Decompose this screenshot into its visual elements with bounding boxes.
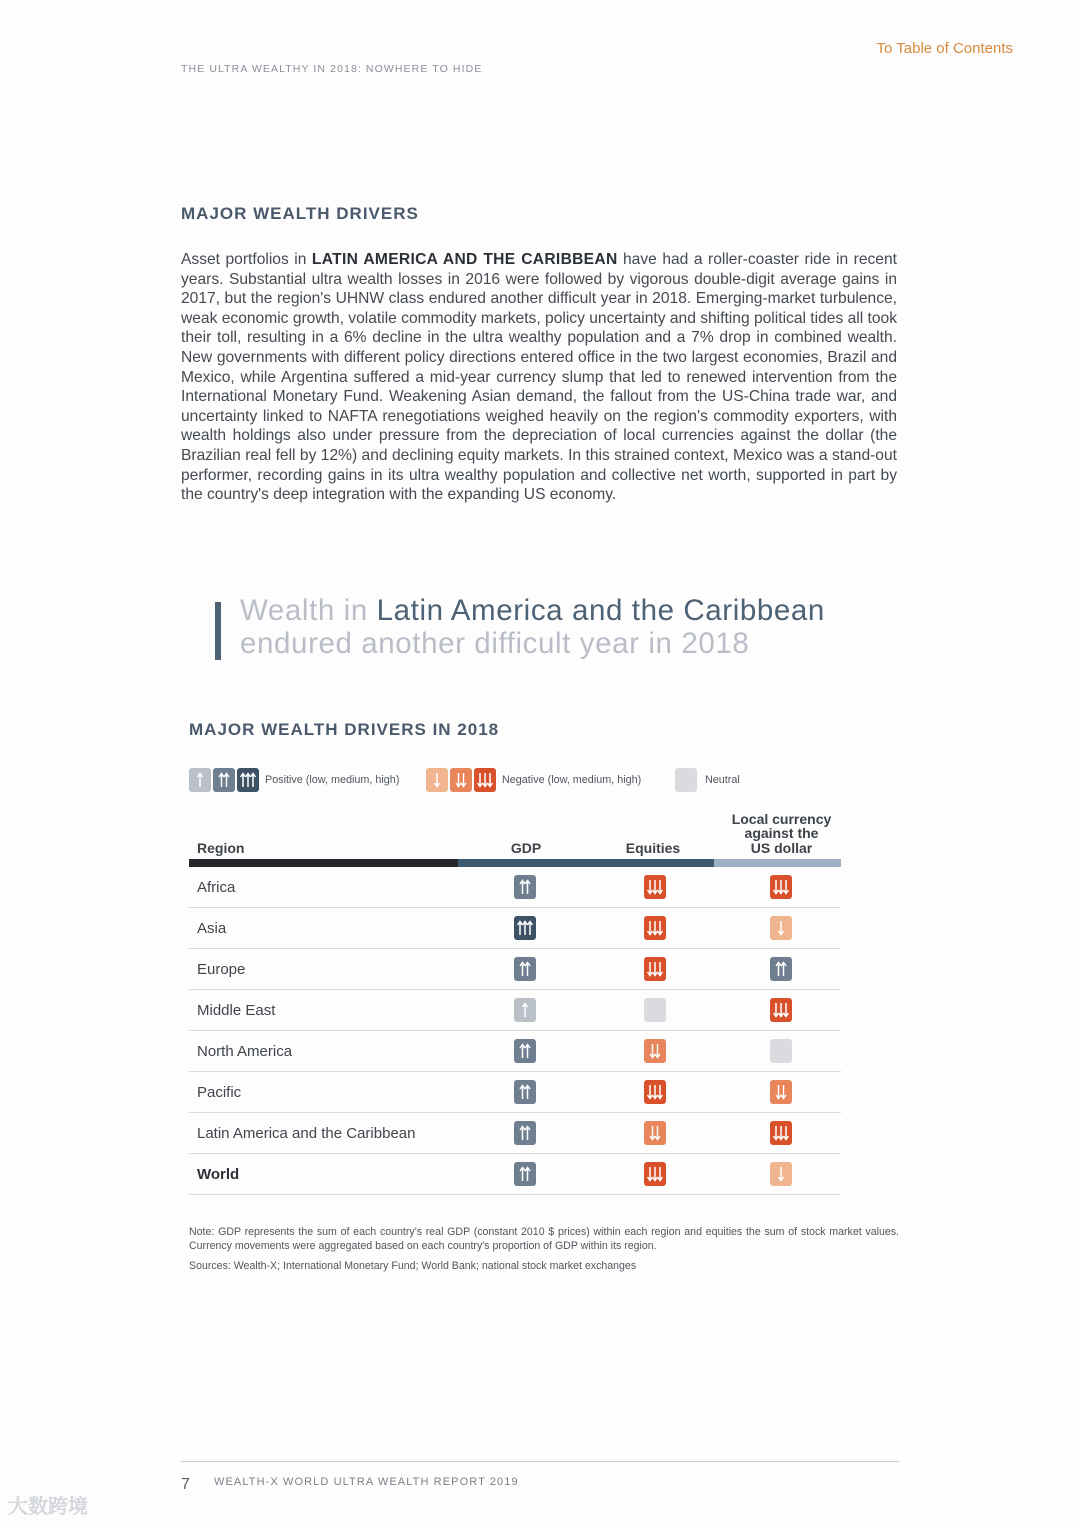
body-paragraph [181, 250, 897, 505]
equities-arrow-down-high-icon [644, 1162, 666, 1186]
gdp-arrow-up-high-icon [514, 916, 536, 940]
equities-neutral-square-icon [644, 998, 666, 1022]
equities-arrow-down-high-icon [644, 875, 666, 899]
pull-quote-part1: Wealth in [240, 594, 377, 627]
equities-arrow-down-medium-icon [644, 1121, 666, 1145]
equities-arrow-down-high-icon [644, 957, 666, 981]
table-sources: Sources: Wealth-X; International Monetary Fund; World Bank; national stock market exchanges [189, 1260, 637, 1272]
currency-arrow-down-high-icon [770, 875, 792, 899]
gdp-arrow-up-medium-icon [514, 1121, 536, 1145]
gdp-arrow-up-medium-icon [514, 1039, 536, 1063]
legend-positive [189, 768, 399, 792]
currency-arrow-down-low-icon [770, 1162, 792, 1186]
header-color-bar [189, 859, 841, 867]
table-header [189, 805, 841, 859]
arrow-down-low-icon [426, 768, 448, 792]
column-header-region: Region [197, 840, 245, 856]
column-header-currency [714, 812, 849, 856]
equities-arrow-down-high-icon [644, 1080, 666, 1104]
para-bold-region: LATIN AMERICA AND THE CARIBBEAN [311, 251, 618, 268]
currency-arrow-down-low-icon [770, 916, 792, 940]
currency-arrow-down-medium-icon [770, 1080, 792, 1104]
pull-quote [215, 596, 915, 660]
table-row [189, 949, 841, 990]
currency-header-line2: against the [744, 825, 819, 841]
legend-negative-label: Negative (low, medium, high) [502, 774, 642, 786]
pull-quote-text [240, 594, 825, 660]
equities-arrow-down-medium-icon [644, 1039, 666, 1063]
row-region-name: Africa [197, 879, 236, 896]
column-header-gdp: GDP [510, 840, 542, 856]
row-region-name: Middle East [197, 1002, 276, 1019]
table-row [189, 1072, 841, 1113]
table-row [189, 867, 841, 908]
legend-positive-label: Positive (low, medium, high) [265, 774, 400, 786]
header-bar-region [189, 859, 458, 867]
table-row [189, 1113, 841, 1154]
pull-quote-emphasis: Latin America and the Caribbean [376, 594, 825, 627]
currency-arrow-down-high-icon [770, 998, 792, 1022]
table-of-contents-link[interactable]: To Table of Contents [876, 40, 1013, 57]
currency-header-line1: Local currency [731, 810, 832, 827]
arrow-down-high-icon [474, 768, 496, 792]
arrow-down-medium-icon [450, 768, 472, 792]
footer-report-title: WEALTH-X WORLD ULTRA WEALTH REPORT 2019 [214, 1476, 519, 1488]
column-header-equities: Equities [625, 840, 681, 856]
table-body [189, 867, 841, 1195]
footer-rule [181, 1461, 899, 1462]
equities-arrow-down-high-icon [644, 916, 666, 940]
gdp-arrow-up-low-icon [514, 998, 536, 1022]
chart-title: MAJOR WEALTH DRIVERS IN 2018 [189, 720, 500, 739]
arrow-up-high-icon [237, 768, 259, 792]
table-row [189, 908, 841, 949]
currency-header-line3: US dollar [750, 839, 813, 856]
legend-neutral-label: Neutral [705, 774, 740, 786]
section-title: MAJOR WEALTH DRIVERS [181, 204, 419, 223]
page-number: 7 [181, 1476, 190, 1493]
header-bar-currency [714, 859, 841, 867]
gdp-arrow-up-medium-icon [514, 1162, 536, 1186]
currency-arrow-up-medium-icon [770, 957, 792, 981]
gdp-arrow-up-medium-icon [514, 875, 536, 899]
gdp-arrow-up-medium-icon [514, 1080, 536, 1104]
table-row [189, 990, 841, 1031]
para-lead: Asset portfolios in [181, 251, 312, 268]
row-region-name: North America [197, 1043, 293, 1060]
watermark-logo: 大数跨境 [8, 1496, 88, 1518]
row-region-name: Asia [197, 920, 227, 937]
currency-neutral-square-icon [770, 1039, 792, 1063]
arrow-up-low-icon [189, 768, 211, 792]
row-region-name: World [197, 1166, 240, 1183]
header-bar-gdp-equities [458, 859, 714, 867]
arrow-up-medium-icon [213, 768, 235, 792]
table-row [189, 1154, 841, 1195]
currency-arrow-down-high-icon [770, 1121, 792, 1145]
legend-neutral [675, 768, 740, 792]
row-region-name: Latin America and the Caribbean [197, 1125, 416, 1142]
legend-negative [426, 768, 641, 792]
pull-quote-bar [215, 602, 221, 660]
gdp-arrow-up-medium-icon [514, 957, 536, 981]
row-region-name: Pacific [197, 1084, 242, 1101]
table-row [189, 1031, 841, 1072]
table-note: Note: GDP represents the sum of each country's real GDP (constant 2010 $ prices) within each region and equities the sum of stock market values. Currency movements were aggregated based on each country's proportion of GDP within its region. [189, 1226, 899, 1252]
neutral-square-icon [675, 768, 697, 792]
wealth-drivers-table [189, 805, 841, 1195]
row-region-name: Europe [197, 961, 246, 978]
para-rest: have had a roller-coaster ride in recent years. Substantial ultra wealth losses in 2016 were followed by vigorous double-digit average gains in 2017, but the region's UHNW class endured another difficult year in 2018. Emerging-market turbulence, weak economic growth, volatile commodity markets, policy uncertainty and shifting political tides all took their toll, resulting in a 6% decline in the ultra wealthy population and a 7% drop in combined wealth. New governments with different policy directions entered office in the two largest economies, Brazil and Mexico, while Argentina suffered a mid-year currency slump that led to renewed intervention from the International Monetary Fund. Weakening Asian demand, the fallout from the US-China trade war, and uncertainty linked to NAFTA renegotiations weighed heavily on the region's commodity exporters, with wealth holdings also under pressure from the depreciation of local currencies against the dollar (the Brazilian real fell by 12%) and declining equity markets. In this strained context, Mexico was a stand-out performer, recording gains in its ultra wealthy population and collective net worth, supported in part by the country's deep integration with the expanding US economy. [181, 251, 897, 504]
running-head: THE ULTRA WEALTHY IN 2018: NOWHERE TO HIDE [181, 63, 483, 75]
pull-quote-line2: endured another difficult year in 2018 [240, 627, 750, 660]
